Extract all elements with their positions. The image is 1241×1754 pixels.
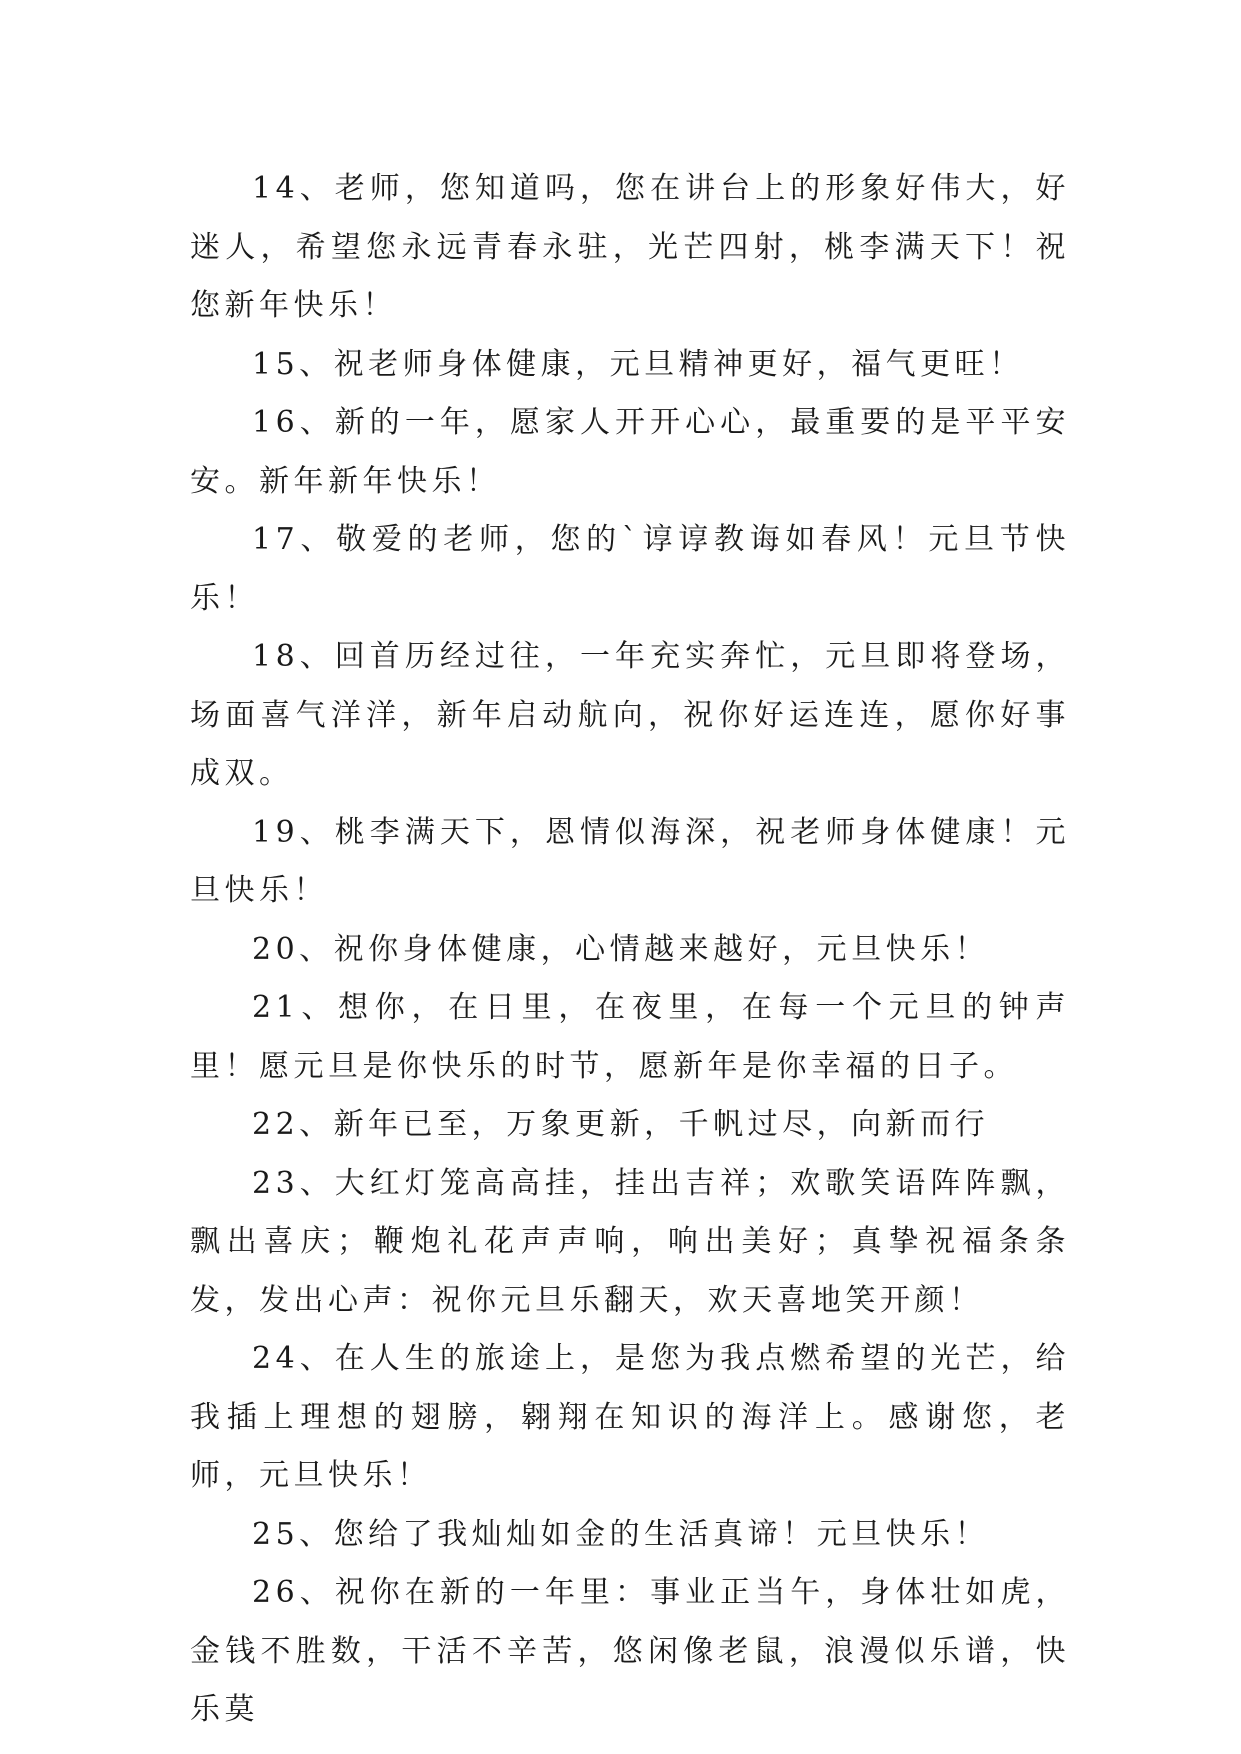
paragraph-16: 16、新的一年，愿家人开开心心，最重要的是平平安安。新年新年快乐！ [190, 405, 1070, 499]
paragraph-22: 22、新年已至，万象更新，千帆过尽，向新而行 [252, 1107, 990, 1142]
paragraph-18: 18、回首历经过往，一年充实奔忙，元旦即将登场，场面喜气洋洋，新年启动航向，祝你好运连连，愿你好事成双。 [190, 639, 1070, 791]
paragraph-17: 17、敬爱的老师，您的`谆谆教诲如春风！元旦节快乐！ [190, 522, 1070, 616]
paragraph-14: 14、老师，您知道吗，您在讲台上的形象好伟大，好迷人，希望您永远青春永驻，光芒四射，桃李满天下！祝您新年快乐！ [190, 171, 1070, 323]
paragraph-25: 25、您给了我灿灿如金的生活真谛！元旦快乐！ [252, 1516, 990, 1552]
document-page [190, 160, 1070, 1740]
paragraph-24: 24、在人生的旅途上，是您为我点燃希望的光芒，给我插上理想的翅膀，翱翔在知识的海洋上。感谢您，老师，元旦快乐！ [190, 1341, 1070, 1493]
paragraph-23: 23、大红灯笼高高挂，挂出吉祥；欢歌笑语阵阵飘，飘出喜庆；鞭炮礼花声声响，响出美好；真挚祝福条条发，发出心声：祝你元旦乐翻天，欢天喜地笑开颜！ [190, 1165, 1070, 1318]
paragraph-21: 21、想你，在日里，在夜里，在每一个元旦的钟声里！愿元旦是你快乐的时节，愿新年是你幸福的日子。 [190, 990, 1070, 1084]
paragraph-26: 26、祝你在新的一年里：事业正当午，身体壮如虎，金钱不胜数，干活不辛苦，悠闲像老鼠，浪漫似乐谱，快乐莫 [190, 1575, 1070, 1727]
paragraph-20: 20、祝你身体健康，心情越来越好，元旦快乐！ [252, 931, 990, 967]
paragraph-19: 19、桃李满天下，恩情似海深，祝老师身体健康！元旦快乐！ [190, 814, 1070, 908]
paragraph-15: 15、祝老师身体健康，元旦精神更好，福气更旺！ [252, 346, 1024, 382]
